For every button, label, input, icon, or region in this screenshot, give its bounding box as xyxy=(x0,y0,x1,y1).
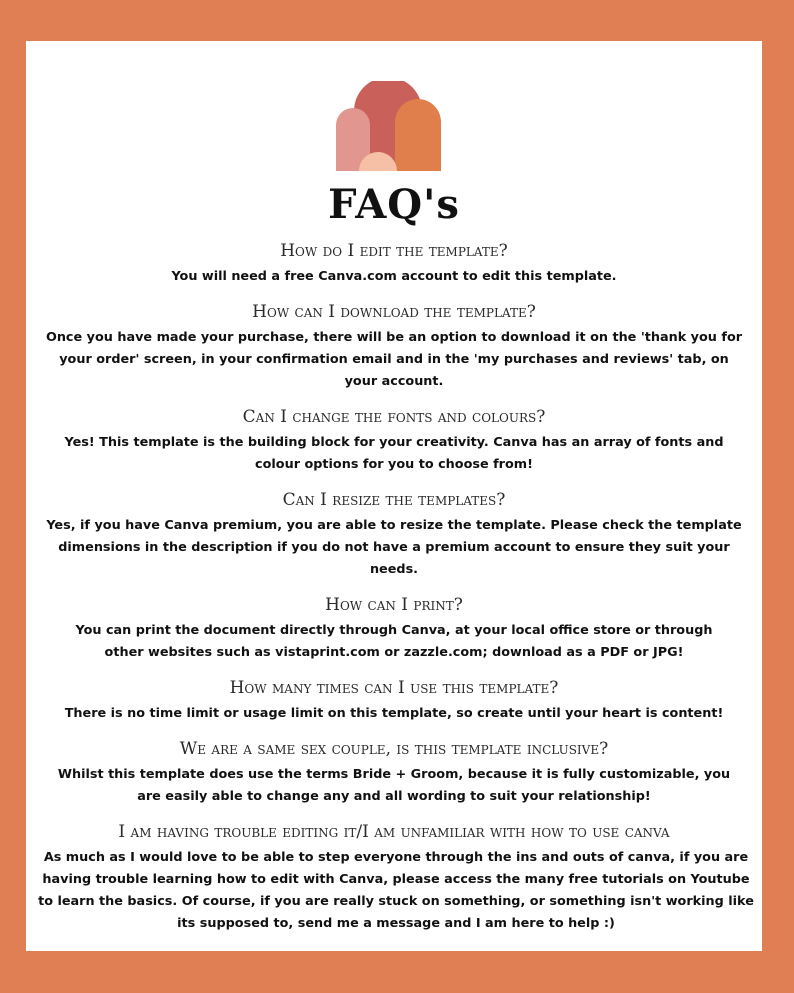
faq-item xyxy=(26,673,762,725)
faq-answer: You will need a free Canva.com account to edit this template. xyxy=(171,269,617,284)
faq-answer: As much as I would love to be able to step everyone through the ins and outs of canva, if you are having trouble learning how to edit with Canva, please access the many free tutorials on Youtube to learn the basics. Of course, if you are really stuck on something, or something isn't working like its supposed to, send me a message and I am here to help :) xyxy=(38,850,754,931)
faq-question: We are a same sex couple, is this template inclusive? xyxy=(179,739,609,759)
faq-question: Can I resize the templates? xyxy=(282,490,506,510)
page-title: FAQ's xyxy=(328,181,460,228)
faq-item xyxy=(26,402,762,476)
faq-answer: There is no time limit or usage limit on this template, so create until your heart is content! xyxy=(64,706,724,721)
faq-answer: Yes! This template is the building block for your creativity. Canva has an array of fonts and colour options for you to choose from! xyxy=(64,435,724,472)
faq-answer: Once you have made your purchase, there will be an option to download it on the 'thank you for your order' screen, in your confirmation email and in the 'my purchases and reviews' tab, on your account. xyxy=(45,330,743,389)
faq-item xyxy=(26,817,762,935)
faq-item xyxy=(26,590,762,664)
faq-question: How many times can I use this template? xyxy=(229,678,559,698)
faq-answer: You can print the document directly through Canva, at your local office store or through other websites such as vistaprint.com or zazzle.com; download as a PDF or JPG! xyxy=(75,623,713,660)
faq-item xyxy=(26,236,762,288)
faq-item xyxy=(26,485,762,581)
faq-item xyxy=(26,734,762,808)
faq-card xyxy=(26,41,762,951)
faq-question: How do I edit the template? xyxy=(280,241,508,261)
faq-question: How can I print? xyxy=(325,595,463,615)
faq-question: Can I change the fonts and colours? xyxy=(242,407,546,427)
faq-list xyxy=(26,236,762,944)
faq-answer: Whilst this template does use the terms Bride + Groom, because it is fully customizable, you are easily able to change any and all wording to suit your relationship! xyxy=(57,767,731,804)
faq-question: I am having trouble editing it/I am unfamiliar with how to use canva xyxy=(118,822,670,842)
faq-question: How can I download the template? xyxy=(252,302,536,322)
faq-answer: Yes, if you have Canva premium, you are able to resize the template. Please check the template dimensions in the description if you do not have a premium account to ensure they suit your needs. xyxy=(46,518,742,577)
faq-item xyxy=(26,297,762,393)
arches-logo-icon xyxy=(336,81,441,171)
